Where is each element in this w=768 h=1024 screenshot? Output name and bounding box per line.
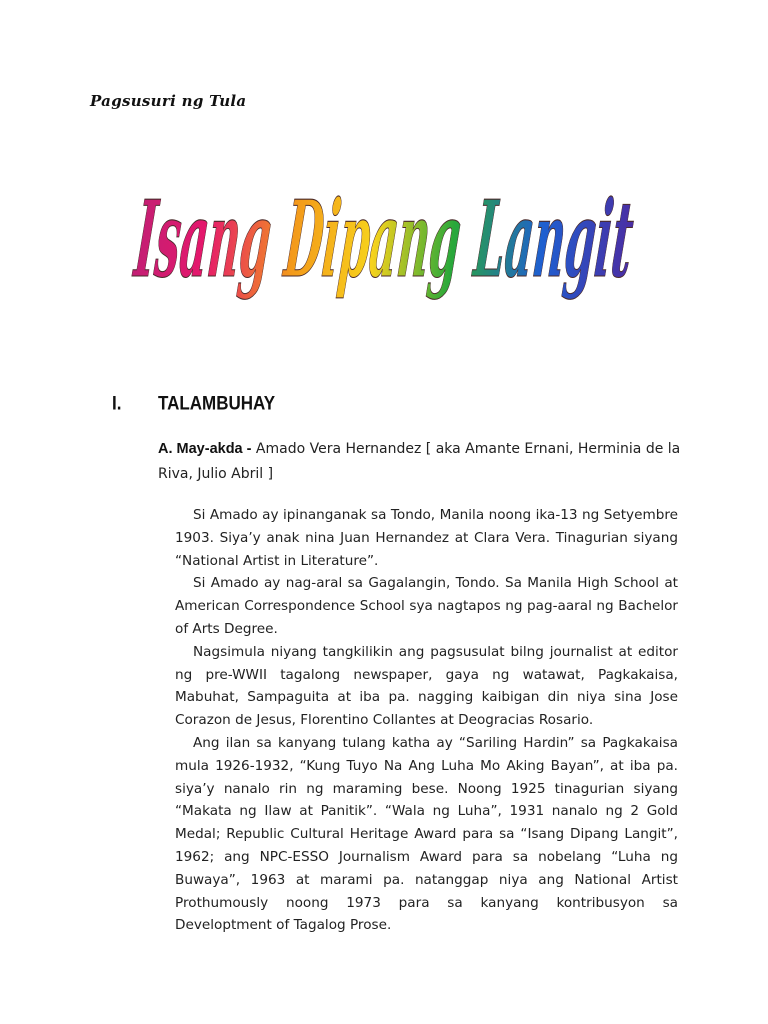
biography-paragraph: Si Amado ay ipinanganak sa Tondo, Manila noong ika-13 ng Setyembre 1903. Siya’y anak nina Juan Hernandez at Clara Vera. Tinagurian siyang “National Artist in Literature”. (175, 507, 678, 569)
author-line (158, 437, 688, 487)
biography-paragraph: Nagsimula niyang tangkilikin ang pagsusulat bilng journalist at editor ng pre-WWII tagalong newspaper, gaya ng watawat, Pagkakaisa, Mabuhat, Sampaguita at iba pa. nagging kaibigan din niya sina Jose Corazon de Jesus, Florentino Collantes at Deogracias Rosario. (175, 643, 678, 729)
biography-body (175, 504, 678, 937)
biography-paragraph: Ang ilan sa kanyang tulang katha ay “Sariling Hardin” sa Pagkakaisa mula 1926-1932, “Kung Tuyo Na Ang Luha Mo Aking Bayan”, at iba pa. siya’y nanalo rin ng maraming bese. Noong 1925 tinagurian siyang “Makata ng Ilaw at Panitik”. “Wala ng Luha”, 1931 nanalo ng 2 Gold Medal; Republic Cultural Heritage Award para sa “Isang Dipang Langit”, 1962; ang NPC-ESSO Journalism Award para sa nobelang “Luha ng Buwaya”, 1963 at marami pa. natanggap niya ang National Artist Prothumously noong 1973 para sa kanyang kontribusyon sa Developtment of Tagalog Prose. (175, 734, 678, 934)
section-heading (112, 392, 712, 415)
author-text: Amado Vera Hernandez [ aka Amante Ernani, Herminia de la Riva, Julio Abril ] (158, 441, 681, 482)
document-label: Pagsusuri ng Tula (90, 92, 247, 110)
wordart-title (0, 150, 768, 310)
section-number: I. (112, 392, 122, 414)
biography-paragraph: Si Amado ay nag-aral sa Gagalangin, Tondo. Sa Manila High School at American Correspondence School sya nagtapos ng pag-aaral ng Bachelor of Arts Degree. (175, 575, 678, 637)
section-title: TALAMBUHAY (158, 392, 276, 414)
wordart-title-text: Isang Dipang Langit (130, 178, 638, 303)
author-lead: A. May-akda - (158, 441, 252, 457)
